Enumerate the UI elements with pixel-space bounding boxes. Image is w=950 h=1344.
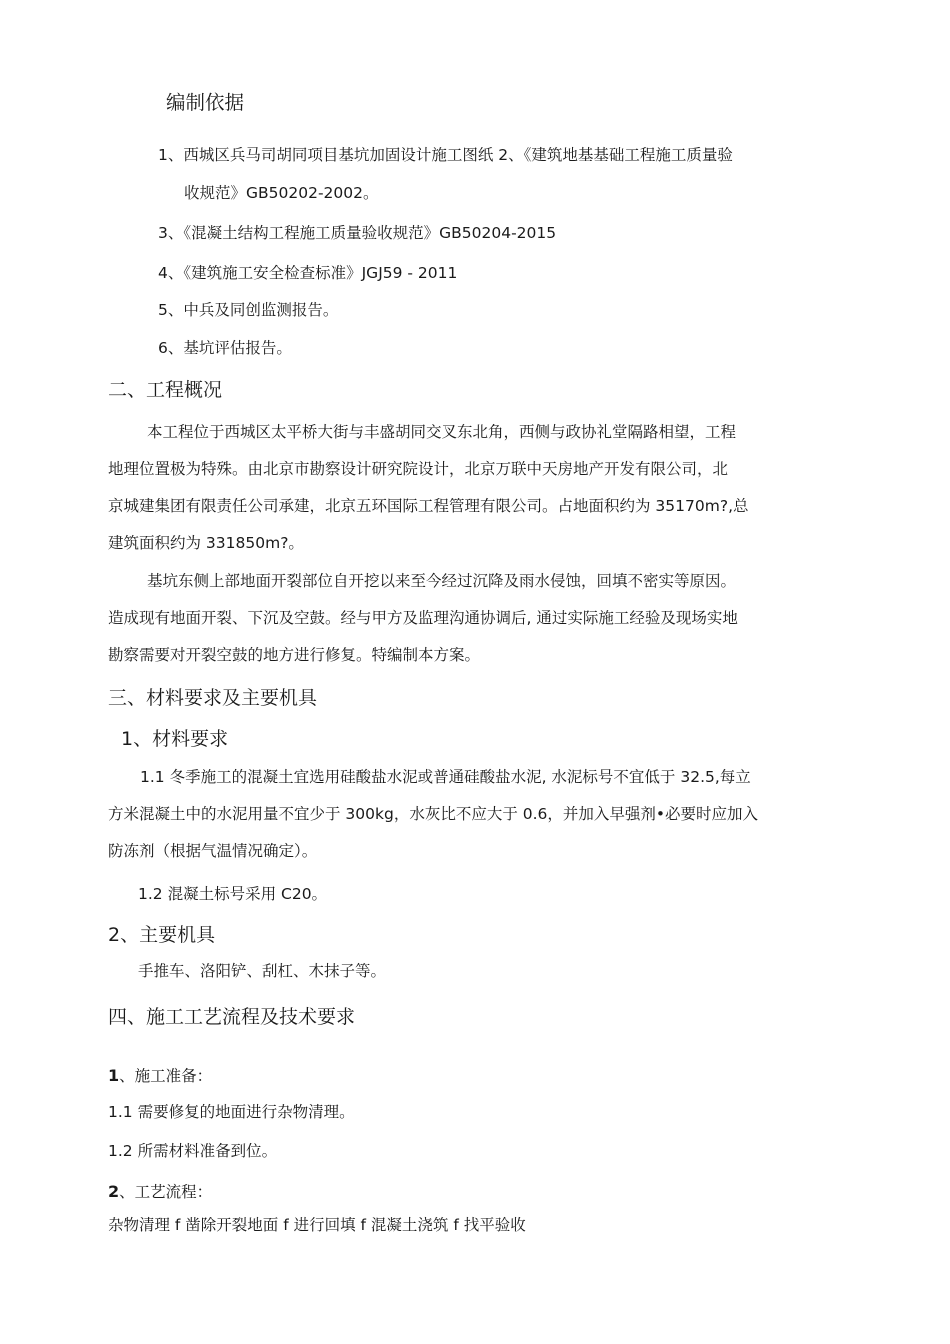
basis-title: 编制依据 [166,91,245,114]
overview-para2-line3: 勘察需要对开裂空鼓的地方进行修复。特编制本方案。 [108,646,481,664]
basis-item-6: 6、基坑评估报告。 [158,339,292,357]
overview-title: 二、工程概况 [108,379,223,401]
materials-sub2-title: 2、主要机具 [108,924,216,946]
materials-p11-line2: 方米混凝土中的水泥用量不宜少于 300kg，水灰比不应大于 0.6，并加入早强剂•必要时应加入 [108,805,759,823]
overview-para1-line3: 京城建集团有限责任公司承建，北京五环国际工程管理有限公司。占地面积约为 35170m?,总 [108,497,749,515]
overview-para2-line1: 基坑东侧上部地面开裂部位自开挖以来至今经过沉降及雨水侵蚀，回填不密实等原因。 [147,572,737,590]
process-step1-item-1: 1.1 需要修复的地面进行杂物清理。 [108,1103,355,1121]
basis-item-1-cont: 收规范》GB50202-2002。 [184,184,379,202]
materials-tools: 手推车、洛阳铲、刮杠、木抹子等。 [138,962,387,980]
materials-p12: 1.2 混凝土标号采用 C20。 [138,885,328,903]
process-step2-label: 、工艺流程： [119,1183,213,1201]
process-step1-heading [108,1066,212,1086]
process-step1-label: 、施工准备： [119,1067,213,1085]
process-step2-number: 2 [108,1182,120,1201]
basis-item-3: 3、《混凝土结构工程施工质量验收规范》GB50204-2015 [158,224,557,242]
process-flow: 杂物清理 f 凿除开裂地面 f 进行回填 f 混凝土浇筑 f 找平验收 [108,1216,526,1234]
materials-p11-line1: 1.1 冬季施工的混凝土宜选用硅酸盐水泥或普通硅酸盐水泥, 水泥标号不宜低于 32.5,每立 [140,768,751,786]
process-step1-item-2: 1.2 所需材料准备到位。 [108,1142,278,1160]
overview-para1-line2: 地理位置极为特殊。由北京市勘察设计研究院设计，北京万联中天房地产开发有限公司，北 [108,460,729,478]
materials-sub1-title: 1、材料要求 [121,728,229,750]
overview-para2-line2: 造成现有地面开裂、下沉及空鼓。经与甲方及监理沟通协调后, 通过实际施工经验及现场实地 [108,609,738,627]
process-step1-number: 1 [108,1066,120,1085]
overview-para1-line1: 本工程位于西城区太平桥大街与丰盛胡同交叉东北角，西侧与政协礼堂隔路相望，工程 [147,423,737,441]
basis-item-4: 4、《建筑施工安全检查标准》JGJ59 - 2011 [158,264,458,282]
process-step2-heading [108,1182,212,1202]
overview-para1-line4: 建筑面积约为 331850m?。 [108,534,304,552]
materials-title: 三、材料要求及主要机具 [108,687,318,709]
process-title: 四、施工工艺流程及技术要求 [108,1006,356,1028]
materials-p11-line3: 防冻剂（根据气温情况确定）。 [108,842,318,860]
basis-item-1: 1、西城区兵马司胡同项目基坑加固设计施工图纸 2、《建筑地基基础工程施工质量验 [158,146,733,164]
basis-item-5: 5、中兵及同创监测报告。 [158,301,339,319]
